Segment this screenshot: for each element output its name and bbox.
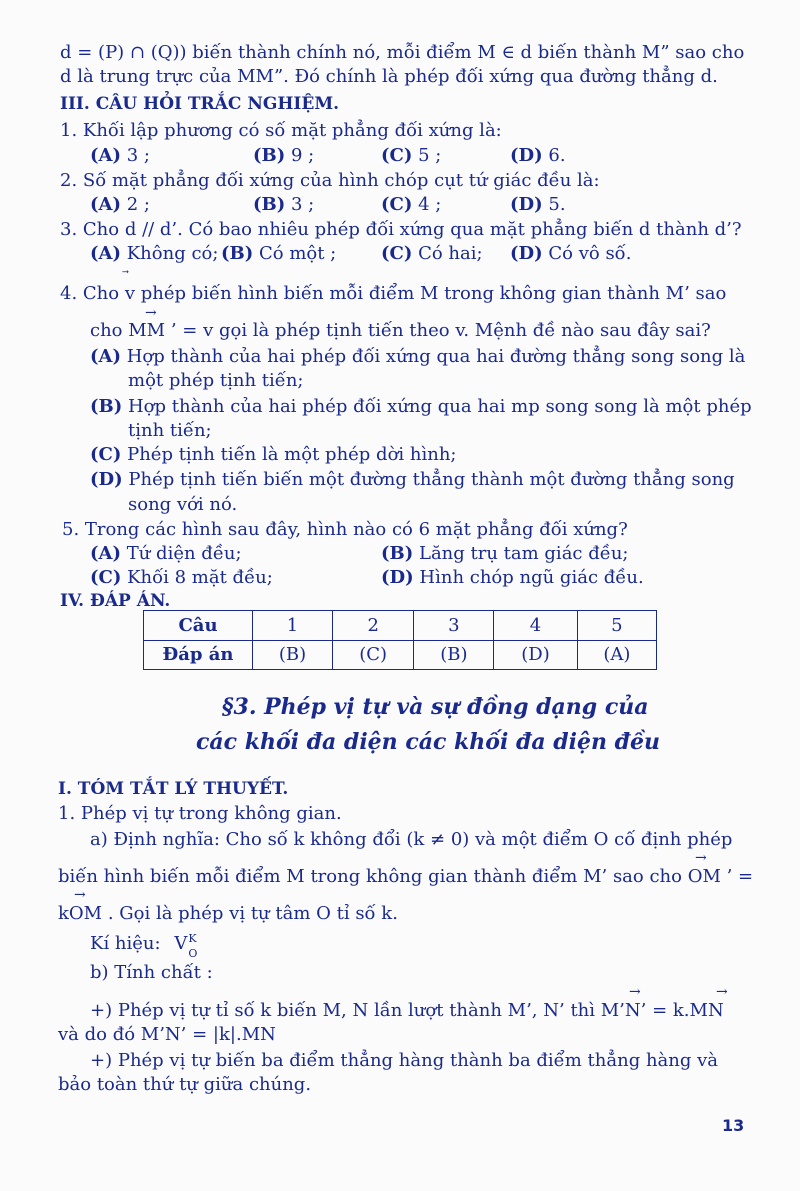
- property-2-line-1: +) Phép vị tự biến ba điểm thẳng hàng thành ba điểm thẳng hàng và: [90, 1050, 719, 1071]
- option-label: (D): [510, 243, 543, 264]
- q5-option-b: [381, 543, 628, 565]
- table-header: Đáp án: [144, 640, 253, 670]
- option-text: Hình chóp ngũ giác đều.: [419, 567, 644, 588]
- symbol-main: V: [174, 933, 188, 954]
- q4-option-a-line-2: một phép tịnh tiến;: [128, 370, 304, 391]
- vector-arrow-icon: →: [145, 305, 157, 321]
- option-label: (B): [90, 396, 123, 417]
- table-header: Câu: [144, 611, 253, 641]
- q3-option-b: [221, 243, 336, 265]
- option-label: (D): [90, 469, 123, 490]
- option-label: (C): [381, 243, 413, 264]
- option-label: (A): [90, 243, 121, 264]
- property-2-line-2: bảo toàn thứ tự giữa chúng.: [58, 1074, 312, 1095]
- option-label: (D): [510, 194, 543, 215]
- option-text: 6.: [548, 145, 566, 166]
- option-label: (A): [90, 346, 121, 367]
- vector-arrow-icon: →: [629, 984, 641, 1000]
- q5-text: 5. Trong các hình sau đây, hình nào có 6 mặt phẳng đối xứng?: [62, 519, 628, 540]
- vector-arrow-icon: →: [716, 984, 728, 1000]
- intro-line-1: d = (P) ∩ (Q)) biến thành chính nó, mỗi điểm M ∈ d biến thành M” sao cho: [60, 42, 745, 63]
- property-1-line-1: +) Phép vị tự tỉ số k biến M, N lần lượt thành M’, N’ thì M’N’ = k.MN: [90, 1000, 724, 1021]
- option-text: 3 ;: [126, 145, 150, 166]
- table-cell: 5: [577, 611, 656, 641]
- page-number: 13: [722, 1116, 745, 1135]
- q1-option-b: [253, 145, 314, 167]
- property-1-line-2: và do đó M’N’ = |k|.MN: [58, 1024, 276, 1045]
- option-text: Có vô số.: [548, 243, 632, 264]
- table-cell: (C): [332, 640, 413, 670]
- properties-heading: b) Tính chất :: [90, 962, 213, 983]
- table-cell: (A): [577, 640, 656, 670]
- definition-line-2: biến hình biến mỗi điểm M trong không gian thành điểm M’ sao cho OM ’ =: [58, 866, 754, 887]
- option-text: Không có;: [126, 243, 219, 264]
- q5-option-d: [381, 567, 644, 589]
- option-label: (A): [90, 194, 121, 215]
- option-label: (C): [381, 145, 413, 166]
- q5-option-a: [90, 543, 242, 565]
- q2-option-c: [381, 194, 441, 216]
- symbol-sub: O: [188, 947, 198, 960]
- option-text: Phép tịnh tiến là một phép dời hình;: [127, 444, 457, 465]
- symbol-label: Kí hiệu:: [90, 933, 161, 954]
- q4-line-2: cho MM ’ = v gọi là phép tịnh tiến theo v. Mệnh đề nào sau đây sai?: [90, 320, 711, 341]
- option-label: (B): [381, 543, 414, 564]
- q4-option-b-line-1: [90, 396, 752, 418]
- option-text: Hợp thành của hai phép đối xứng qua hai mp song song là một phép: [127, 396, 752, 417]
- option-text: Hợp thành của hai phép đối xứng qua hai đường thẳng song song là: [126, 346, 746, 367]
- symbol-sup: K: [188, 932, 197, 945]
- table-cell: 4: [494, 611, 577, 641]
- q4-option-b-line-2: tịnh tiến;: [128, 420, 212, 441]
- option-text: Tứ diện đều;: [126, 543, 242, 564]
- q4-option-c-line-1: [90, 444, 457, 466]
- intro-line-2: d là trung trực của MM”. Đó chính là phép đối xứng qua đường thẳng d.: [60, 66, 718, 87]
- option-label: (B): [253, 194, 286, 215]
- option-label: (A): [90, 543, 121, 564]
- option-text: Lăng trụ tam giác đều;: [418, 543, 629, 564]
- table-row: [144, 640, 657, 670]
- vector-arrow-icon: →: [695, 850, 707, 866]
- answer-table: [143, 610, 657, 670]
- option-text: 3 ;: [290, 194, 315, 215]
- option-text: Có một ;: [258, 243, 337, 264]
- symbol-row: [90, 932, 198, 960]
- chapter-title-line-2: các khối đa diện các khối đa diện đều: [196, 729, 661, 755]
- symbol-scripts: [187, 932, 198, 960]
- option-text: 4 ;: [418, 194, 442, 215]
- q2-option-a: [90, 194, 150, 216]
- option-label: (B): [253, 145, 286, 166]
- q2-option-d: [510, 194, 566, 216]
- option-label: (A): [90, 145, 121, 166]
- option-label: (D): [381, 567, 414, 588]
- q4-option-d-line-2: song với nó.: [128, 494, 238, 515]
- option-text: Khối 8 mặt đều;: [127, 567, 273, 588]
- theory-sub-1: 1. Phép vị tự trong không gian.: [58, 803, 342, 824]
- vector-arrow-icon: →: [74, 887, 86, 903]
- option-text: Phép tịnh tiến biến một đường thẳng thành một đường thẳng song: [128, 469, 735, 490]
- q4-option-d-line-1: [90, 469, 735, 491]
- q3-option-a: [90, 243, 218, 265]
- option-label: (C): [90, 567, 122, 588]
- table-cell: (D): [494, 640, 577, 670]
- table-cell: 1: [253, 611, 333, 641]
- q1-option-a: [90, 145, 150, 167]
- q2-text: 2. Số mặt phẳng đối xứng của hình chóp cụt tứ giác đều là:: [60, 170, 600, 191]
- option-label: (C): [90, 444, 122, 465]
- option-text: 2 ;: [126, 194, 150, 215]
- option-label: (B): [221, 243, 254, 264]
- q3-option-d: [510, 243, 631, 265]
- option-text: Có hai;: [418, 243, 483, 264]
- option-text: 9 ;: [290, 145, 315, 166]
- q3-text: 3. Cho d // d’. Có bao nhiêu phép đối xứng qua mặt phẳng biến d thành d’?: [60, 219, 742, 240]
- q2-option-b: [253, 194, 314, 216]
- theory-heading: I. TÓM TẮT LÝ THUYẾT.: [58, 779, 289, 799]
- q1-option-d: [510, 145, 566, 167]
- option-label: (D): [510, 145, 543, 166]
- table-cell: (B): [414, 640, 494, 670]
- q1-text: 1. Khối lập phương có số mặt phẳng đối xứng là:: [60, 120, 502, 141]
- q1-option-c: [381, 145, 441, 167]
- option-text: 5.: [548, 194, 566, 215]
- option-text: 5 ;: [418, 145, 442, 166]
- table-cell: 3: [414, 611, 494, 641]
- definition-line-1: a) Định nghĩa: Cho số k không đổi (k ≠ 0) và một điểm O cố định phép: [90, 829, 733, 850]
- definition-line-3: kOM . Gọi là phép vị tự tâm O tỉ số k.: [58, 903, 398, 924]
- homothety-symbol: [174, 932, 198, 960]
- q3-option-c: [381, 243, 483, 265]
- table-row: [144, 611, 657, 641]
- q4-line-1: 4. Cho v phép biến hình biến mỗi điểm M trong không gian thành M’ sao: [60, 283, 727, 304]
- q5-option-c: [90, 567, 273, 589]
- table-cell: (B): [253, 640, 333, 670]
- option-label: (C): [381, 194, 413, 215]
- table-cell: 2: [332, 611, 413, 641]
- section-4-heading: IV. ĐÁP ÁN.: [60, 591, 171, 611]
- chapter-title-line-1: §3. Phép vị tự và sự đồng dạng của: [222, 694, 649, 720]
- q4-option-a-line-1: [90, 346, 745, 368]
- section-3-heading: III. CÂU HỎI TRẮC NGHIỆM.: [60, 94, 340, 114]
